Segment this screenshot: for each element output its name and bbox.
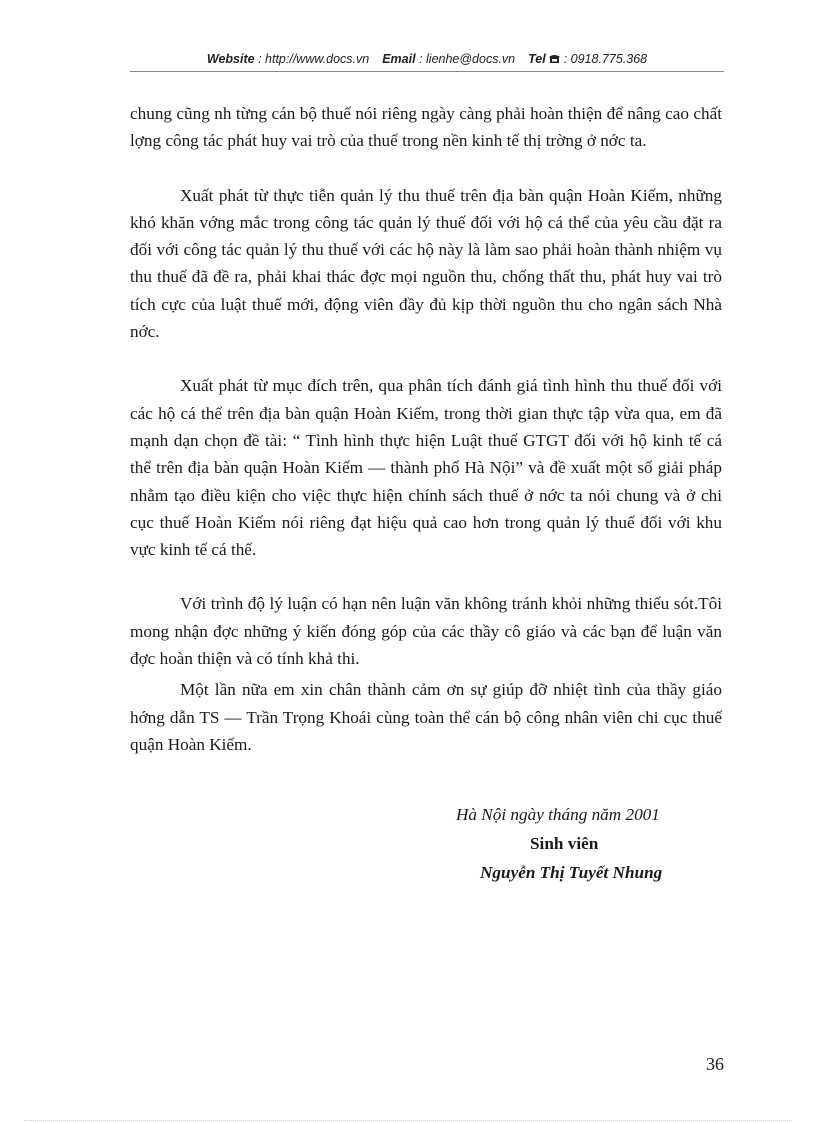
tel-value: : 0918.775.368 (563, 52, 648, 66)
paragraph-1: chung cũng nh từng cán bộ thuế nói riêng ngày càng phải hoàn thiện để nâng cao chất lợng công tác phát huy vai trò của thuế trong nền kinh tế thị trờng ở nớc ta. (130, 104, 722, 151)
signature-date: Hà Nội ngày tháng năm 2001 (456, 805, 660, 824)
paragraph-2: Xuất phát từ thực tiễn quản lý thu thuế trên địa bàn quận Hoàn Kiếm, những khó khăn vớng mắc trong công tác quản lý thuế đối với hộ cá thể của yêu cầu đặt ra đối với công tác quản lý thu thuế với các hộ này là làm sao phải hoàn thành nhiệm vụ thu thuế đã đề ra, phải khai thác đợc mọi nguồn thu, chống thất thu, phát huy vai trò tích cực của luật thuế mới, động viên đầy đủ kịp thời nguồn thu cho ngân sách Nhà nớc. (130, 185, 722, 342)
document-body (130, 100, 722, 758)
header-divider (130, 71, 724, 72)
website-value[interactable]: : http://www.docs.vn (258, 52, 370, 66)
page-number: 36 (706, 1054, 724, 1074)
paragraph-4: Với trình độ lý luận có hạn nên luận văn không tránh khỏi những thiếu sót.Tôi mong nhận đợc những ý kiến đóng góp của các thầy cô giáo và các bạn để luận văn đợc hoàn thiện và có tính khả thi. (130, 594, 722, 669)
tel-label: Tel (528, 52, 546, 66)
paragraph-5: Một lần nữa em xin chân thành cảm ơn sự giúp đỡ nhiệt tình của thầy giáo hớng dẫn TS — Trần Trọng Khoái cùng toàn thể cán bộ công nhân viên chi cục thuế quận Hoàn Kiếm. (130, 680, 722, 754)
page-bottom-divider (24, 1120, 792, 1121)
email-label: Email (382, 52, 416, 66)
signature-block (420, 800, 740, 887)
email-value[interactable]: : lienhe@docs.vn (419, 52, 516, 66)
signature-title: Sinh viên (530, 834, 599, 853)
page-header (130, 52, 724, 66)
signature-name: Nguyễn Thị Tuyết Nhung (480, 863, 663, 882)
paragraph-3: Xuất phát từ mục đích trên, qua phân tích đánh giá tình hình thu thuế đối với các hộ cá thể trên địa bàn quận Hoàn Kiếm, trong thời gian thực tập vừa qua, em đã mạnh dạn chọn đề tài: “ Tình hình thực hiện Luật thuế GTGT đối với hộ kinh tế cá thể trên địa bàn quận Hoàn Kiếm — thành phố Hà Nội” và đề xuất một số giải pháp nhằm tạo điều kiện cho việc thực hiện chính sách thuế ở nớc ta nói chung và ở chi cục thuế Hoàn Kiếm nói riêng đạt hiệu quả cao hơn trong quản lý thuế đối với khu vực kinh tế cá thể. (130, 376, 722, 560)
website-label: Website (206, 52, 255, 66)
phone-icon (549, 52, 563, 66)
